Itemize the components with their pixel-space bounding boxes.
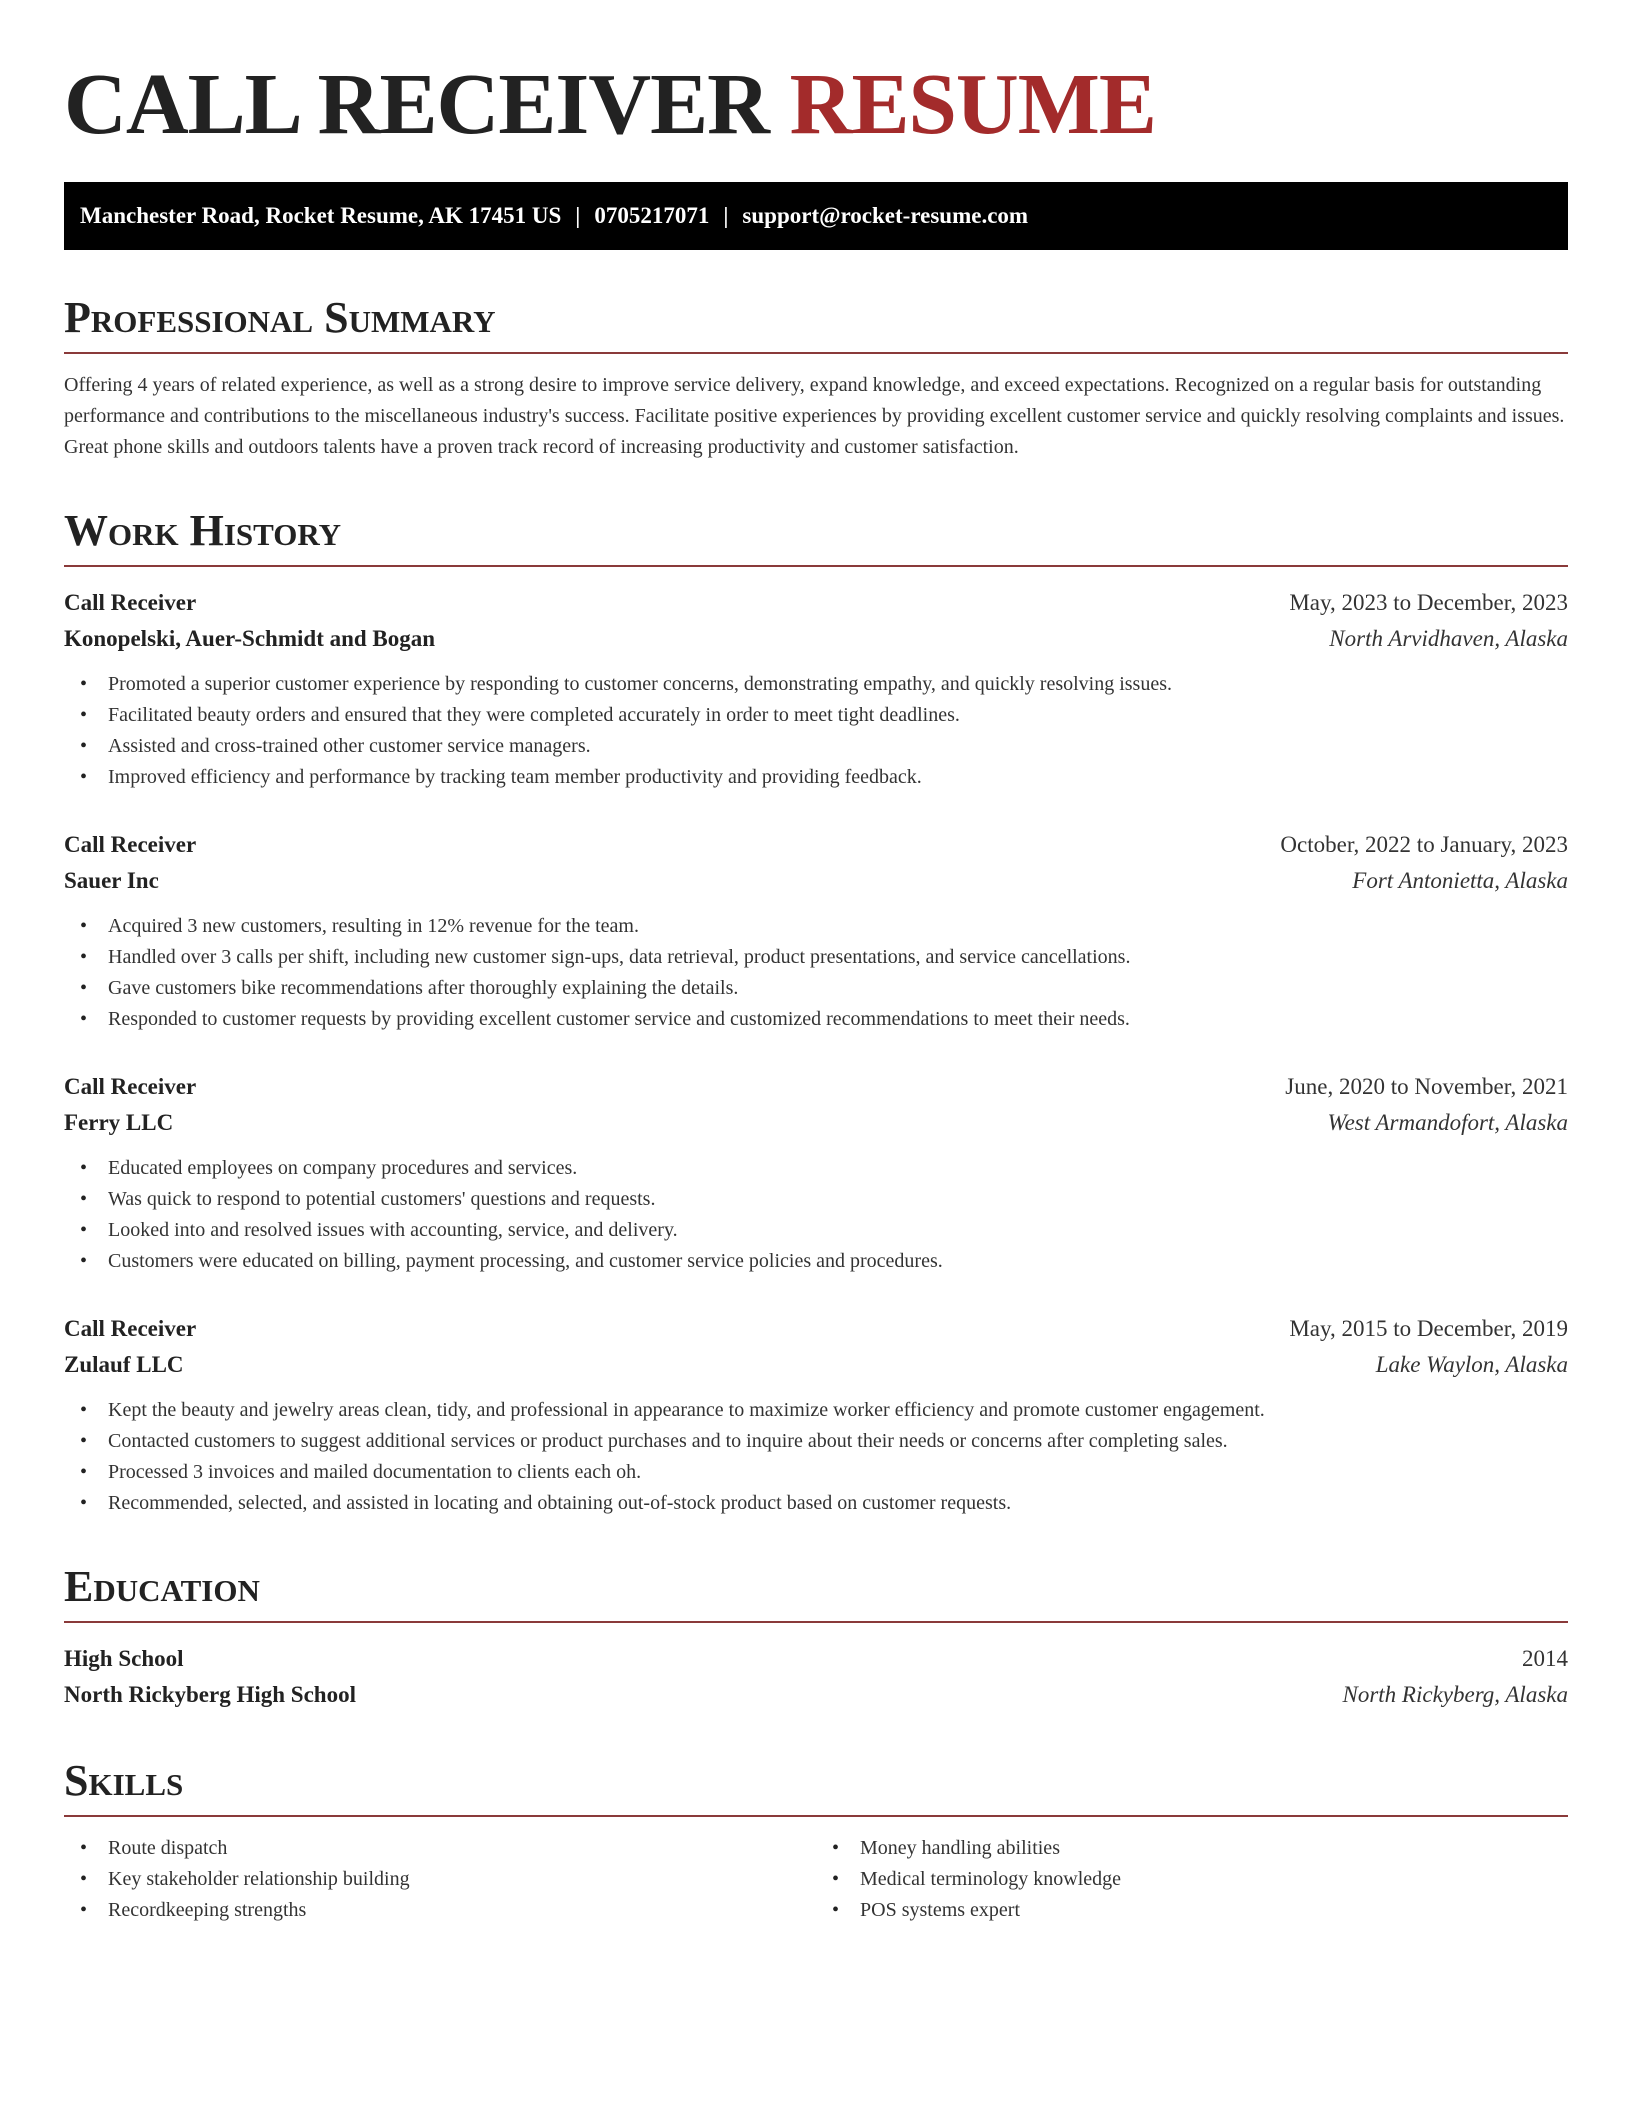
job-bullet: • Looked into and resolved issues with accounting, service, and delivery. [108,1215,1568,1246]
education-section [64,1561,1568,1713]
job-company: Konopelski, Auer-Schmidt and Bogan [64,626,436,651]
education-degree: High School [64,1646,184,1671]
job-header-row [64,585,1568,621]
job-dates: May, 2015 to December, 2019 [1289,1316,1568,1341]
skills-heading: Skills [64,1755,1568,1817]
job-bullet: • Processed 3 invoices and mailed documentation to clients each oh. [108,1457,1568,1488]
education-year: 2014 [1522,1646,1568,1671]
job-bullet: • Kept the beauty and jewelry areas clean, tidy, and professional in appearance to maximize worker efficiency and promote customer engagement. [108,1395,1568,1426]
skills-section [64,1755,1568,1926]
education-school: North Rickyberg High School [64,1682,356,1707]
job-bullet: • Recommended, selected, and assisted in locating and obtaining out-of-stock product based on customer requests. [108,1488,1568,1519]
education-school-row [64,1677,1568,1713]
skills-grid [64,1833,1568,1926]
job-dates: May, 2023 to December, 2023 [1289,590,1568,615]
title-accent: RESUME [789,55,1156,152]
job-company-row [64,1105,1568,1141]
job-bullet: • Customers were educated on billing, payment processing, and customer service policies and procedures. [108,1246,1568,1277]
job-title: Call Receiver [64,590,197,615]
education-heading: Education [64,1561,1568,1623]
job-company: Sauer Inc [64,868,159,893]
job-title: Call Receiver [64,1316,197,1341]
job-entry [64,1311,1568,1519]
job-bullet: • Educated employees on company procedures and services. [108,1153,1568,1184]
skill-item: • Key stakeholder relationship building [108,1864,816,1895]
job-bullets [64,669,1568,793]
job-company: Ferry LLC [64,1110,174,1135]
skills-column-left [64,1833,816,1926]
job-header-row [64,827,1568,863]
job-location: Lake Waylon, Alaska [1375,1352,1568,1377]
job-entry [64,1069,1568,1277]
job-company-row [64,863,1568,899]
title-main: CALL RECEIVER [64,55,769,152]
job-location: West Armandofort, Alaska [1327,1110,1568,1135]
skill-item: • Recordkeeping strengths [108,1895,816,1926]
job-header-row [64,1069,1568,1105]
contact-email[interactable]: support@rocket-resume.com [742,203,1029,228]
summary-section [64,292,1568,463]
skill-item: • Money handling abilities [860,1833,1568,1864]
job-dates: June, 2020 to November, 2021 [1285,1074,1568,1099]
job-company: Zulauf LLC [64,1352,184,1377]
job-bullet: • Handled over 3 calls per shift, including new customer sign-ups, data retrieval, product presentations, and service cancellations. [108,942,1568,973]
job-bullet: • Responded to customer requests by providing excellent customer service and customized recommendations to meet their needs. [108,1004,1568,1035]
work-history-heading: Work History [64,505,1568,567]
resume-title [64,0,1568,152]
job-company-row [64,1347,1568,1383]
job-bullet: • Gave customers bike recommendations after thoroughly explaining the details. [108,973,1568,1004]
job-entry [64,827,1568,1035]
job-entry [64,585,1568,793]
contact-phone[interactable]: 0705217071 [594,203,710,228]
job-title: Call Receiver [64,1074,197,1099]
education-location: North Rickyberg, Alaska [1342,1682,1568,1707]
job-title: Call Receiver [64,832,197,857]
job-bullet: • Contacted customers to suggest additional services or product purchases and to inquire about their needs or concerns after completing sales. [108,1426,1568,1457]
skills-column-right [816,1833,1568,1926]
job-bullet: • Assisted and cross-trained other customer service managers. [108,731,1568,762]
job-bullets [64,1153,1568,1277]
job-location: Fort Antonietta, Alaska [1352,868,1568,893]
skill-item: • Route dispatch [108,1833,816,1864]
education-degree-row [64,1641,1568,1677]
job-company-row [64,621,1568,657]
skill-item: • POS systems expert [860,1895,1568,1926]
contact-separator: | [723,203,729,228]
job-bullet: • Promoted a superior customer experience by responding to customer concerns, demonstrating empathy, and quickly resolving issues. [108,669,1568,700]
job-bullet: • Improved efficiency and performance by tracking team member productivity and providing feedback. [108,762,1568,793]
education-entry [64,1641,1568,1713]
summary-heading: Professional Summary [64,292,1568,354]
skill-item: • Medical terminology knowledge [860,1864,1568,1895]
job-bullet: • Was quick to respond to potential customers' questions and requests. [108,1184,1568,1215]
job-header-row [64,1311,1568,1347]
contact-separator: | [575,203,581,228]
contact-bar [64,182,1568,250]
job-dates: October, 2022 to January, 2023 [1280,832,1568,857]
contact-address: Manchester Road, Rocket Resume, AK 17451 US [80,203,562,228]
job-bullet: • Acquired 3 new customers, resulting in 12% revenue for the team. [108,911,1568,942]
work-history-section [64,505,1568,1519]
job-location: North Arvidhaven, Alaska [1329,626,1568,651]
summary-text: Offering 4 years of related experience, as well as a strong desire to improve service delivery, expand knowledge, and exceed expectations. Recognized on a regular basis for outstanding performance and contributions to the miscellaneous industry's success. Facilitate positive experiences by providing excellent customer service and quickly resolving complaints and issues. Great phone skills and outdoors talents have a proven track record of increasing productivity and customer satisfaction. [64,374,1565,458]
job-bullet: • Facilitated beauty orders and ensured that they were completed accurately in order to meet tight deadlines. [108,700,1568,731]
job-bullets [64,1395,1568,1519]
job-bullets [64,911,1568,1035]
